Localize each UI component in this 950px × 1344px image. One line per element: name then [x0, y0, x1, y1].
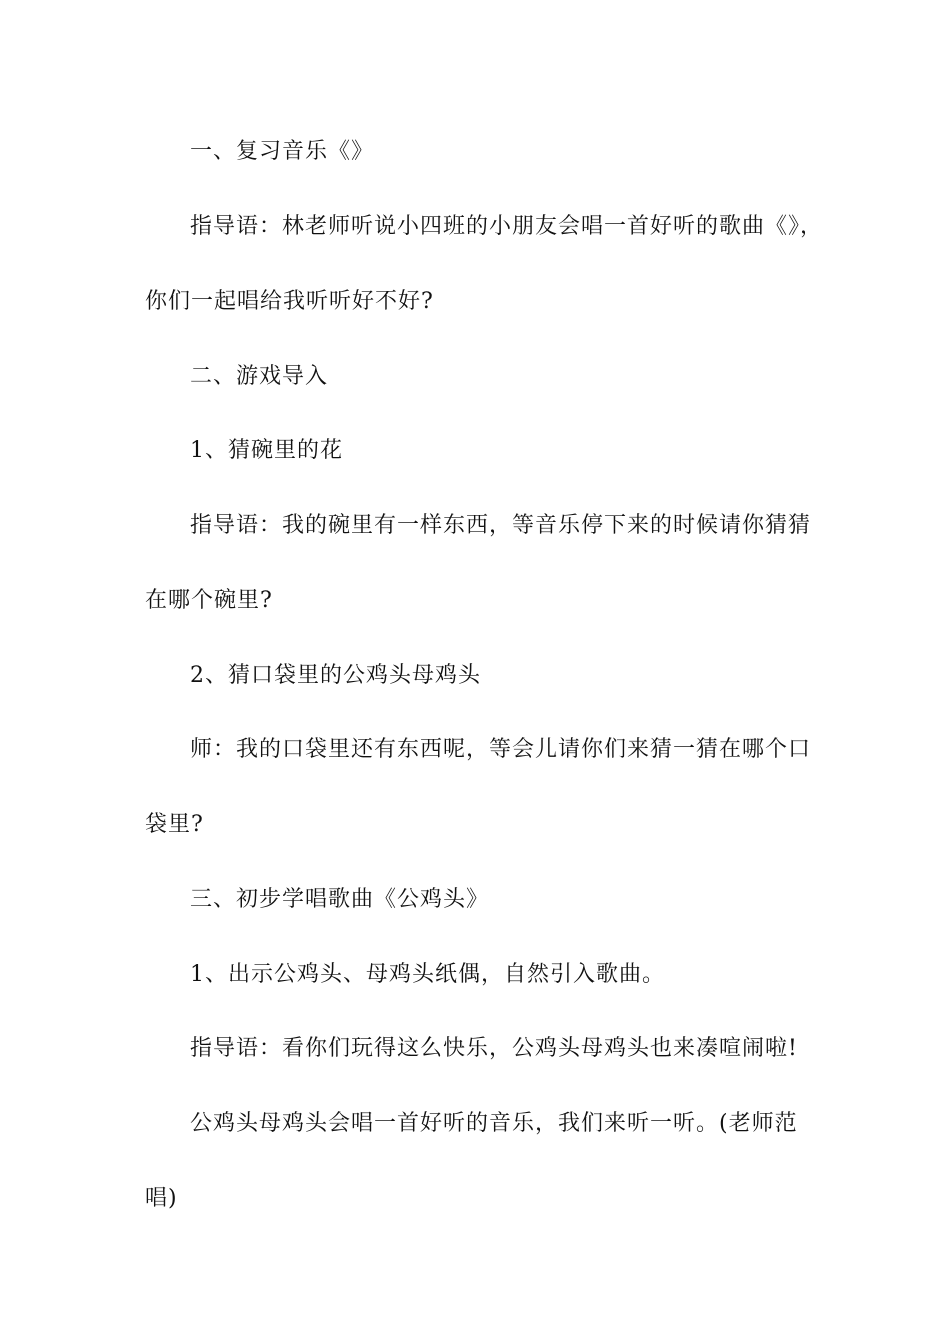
paragraph-guide-line-2: 你们一起唱给我听听好不好? [145, 289, 434, 314]
paragraph-guide-line-1: 指导语：林老师听说小四班的小朋友会唱一首好听的歌曲《》， [190, 214, 824, 239]
paragraph-bowl-line-2: 在哪个碗里? [145, 588, 273, 613]
subheading-guess-pocket: 2、猜口袋里的公鸡头母鸡头 [190, 663, 481, 688]
paragraph-pocket-line-1: 师：我的口袋里还有东西呢，等会儿请你们来猜一猜在哪个口 [190, 737, 812, 762]
section-heading-game-intro: 二、游戏导入 [190, 364, 329, 389]
paragraph-pocket-line-2: 袋里? [145, 812, 204, 837]
section-heading-learn-song: 三、初步学唱歌曲《公鸡头》 [190, 887, 490, 912]
paragraph-listen-line-2: 唱) [145, 1186, 178, 1211]
paragraph-guide-happy: 指导语：看你们玩得这么快乐，公鸡头母鸡头也来凑喧闹啦! [190, 1036, 798, 1061]
subheading-guess-bowl: 1、猜碗里的花 [190, 438, 343, 463]
paragraph-bowl-line-1: 指导语：我的碗里有一样东西，等音乐停下来的时候请你猜猜 [190, 513, 812, 538]
paragraph-listen-line-1: 公鸡头母鸡头会唱一首好听的音乐，我们来听一听。(老师范 [190, 1111, 798, 1136]
subheading-show-puppets: 1、出示公鸡头、母鸡头纸偶，自然引入歌曲。 [190, 962, 665, 987]
section-heading-review-music: 一、复习音乐《》 [190, 139, 375, 164]
